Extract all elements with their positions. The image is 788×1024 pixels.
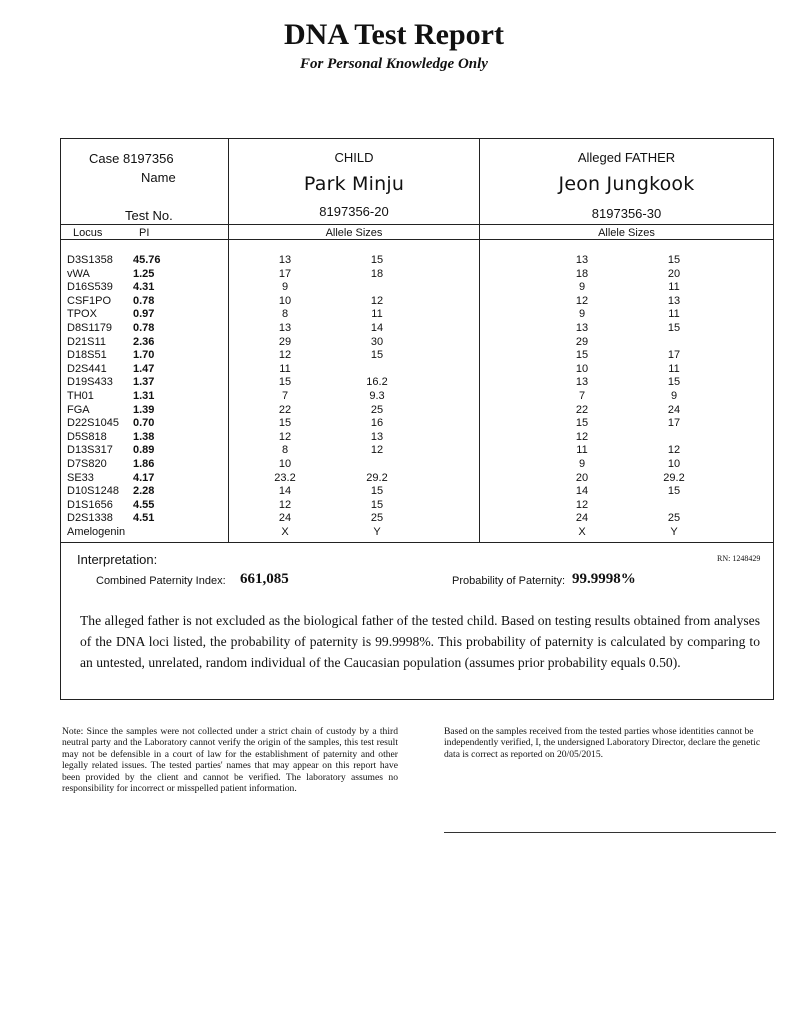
pi-value: 2.36 xyxy=(133,335,155,348)
child-allele-2: 9.3 xyxy=(369,390,385,402)
pi-value: 0.70 xyxy=(133,417,155,430)
locus-name: Amelogenin xyxy=(67,526,126,538)
locus-row xyxy=(61,485,773,498)
pi-value: 0.89 xyxy=(133,444,155,457)
pi-value: 4.31 xyxy=(133,281,155,294)
rule-table-bottom xyxy=(61,542,773,543)
child-allele-1: 23.2 xyxy=(274,471,296,484)
child-allele-1: 8 xyxy=(281,308,289,321)
father-allele-2: 11 xyxy=(668,308,680,321)
father-allele-2: 15 xyxy=(667,485,681,498)
father-allele-1: 14 xyxy=(575,485,589,498)
child-allele-1: 15 xyxy=(278,376,292,389)
father-allele-1: 22 xyxy=(575,403,589,416)
locus-name: CSF1PO xyxy=(67,294,112,307)
father-test-no: 8197356-30 xyxy=(591,206,662,221)
locus-row xyxy=(61,281,773,294)
child-allele-1: 12 xyxy=(278,430,292,443)
locus-row xyxy=(61,512,773,525)
child-test-no: 8197356-20 xyxy=(319,204,389,219)
father-allele-1: 12 xyxy=(575,498,589,511)
father-allele-2: 10 xyxy=(667,458,681,470)
locus-row xyxy=(61,526,773,539)
locus-name: D7S820 xyxy=(67,458,107,470)
father-allele-2: 11 xyxy=(668,362,680,375)
child-allele-2: 12 xyxy=(370,294,384,307)
father-allele-1: 24 xyxy=(575,512,589,525)
locus-name: TH01 xyxy=(67,390,94,402)
cpi-value: 661,085 xyxy=(240,571,289,587)
father-allele-2: 15 xyxy=(667,254,681,266)
locus-name: FGA xyxy=(67,403,90,416)
father-allele-1: 18 xyxy=(575,267,589,280)
child-allele-1: 12 xyxy=(278,498,292,511)
child-allele-1: X xyxy=(281,526,289,538)
probability-label: Probability of Paternity: xyxy=(452,575,566,587)
child-allele-2: 30 xyxy=(370,335,384,348)
father-heading: Alleged FATHER xyxy=(577,150,676,165)
child-allele-1: 11 xyxy=(279,362,291,375)
father-allele-1: 10 xyxy=(575,362,589,375)
child-allele-1: 14 xyxy=(278,485,292,498)
test-no-label: Test No. xyxy=(125,208,173,223)
locus-name: D19S433 xyxy=(67,376,113,389)
child-allele-2: 15 xyxy=(370,254,384,266)
child-allele-2: 14 xyxy=(370,322,384,334)
child-allele-1: 10 xyxy=(278,294,292,307)
locus-name: D18S51 xyxy=(67,349,107,362)
child-allele-2: 15 xyxy=(370,498,384,511)
report-title: DNA Test Report xyxy=(283,18,504,51)
father-name: Jeon Jungkook xyxy=(558,173,695,195)
pi-value: 0.97 xyxy=(133,308,155,321)
director-declaration: Based on the samples received from the tested parties whose identities cannot be independently verified, I, the undersigned Laboratory Director, declare the genetic data is correct as reported on 20/05/2015. xyxy=(444,726,761,760)
father-allele-2: 15 xyxy=(667,322,681,334)
father-allele-1: 29 xyxy=(575,335,589,348)
father-allele-2: 29.2 xyxy=(663,471,685,484)
locus-row xyxy=(61,458,773,471)
pi-value: 1.38 xyxy=(133,430,155,443)
child-allele-2: 29.2 xyxy=(366,471,388,484)
locus-name: D13S317 xyxy=(67,444,113,457)
pi-value: 45.76 xyxy=(133,254,161,266)
father-allele-1: 9 xyxy=(578,458,586,470)
probability-value: 99.9998% xyxy=(572,571,636,587)
locus-row xyxy=(61,444,773,457)
child-allele-2: 18 xyxy=(370,267,384,280)
child-allele-2: 16 xyxy=(370,417,384,430)
name-label: Name xyxy=(141,170,176,185)
child-allele-1: 12 xyxy=(278,349,292,362)
father-allele-1: 9 xyxy=(578,308,586,321)
locus-row xyxy=(61,308,773,321)
father-allele-1: 12 xyxy=(575,294,589,307)
rule-subheader xyxy=(61,239,773,240)
locus-column-header: Locus xyxy=(73,227,103,239)
father-allele-1: 15 xyxy=(575,349,589,362)
father-allele-2: 12 xyxy=(667,444,681,457)
locus-name: D22S1045 xyxy=(67,417,119,430)
pi-value: 2.28 xyxy=(133,485,155,498)
father-allele-1: 13 xyxy=(575,254,589,266)
locus-row xyxy=(61,349,773,362)
child-allele-1: 24 xyxy=(278,512,292,525)
locus-name: D10S1248 xyxy=(67,485,119,498)
child-allele-1: 13 xyxy=(278,254,292,266)
locus-name: D16S539 xyxy=(67,281,113,294)
pi-value: 1.47 xyxy=(133,362,155,375)
locus-row xyxy=(61,336,773,349)
father-allele-2: 9 xyxy=(670,390,678,402)
locus-row xyxy=(61,417,773,430)
locus-row xyxy=(61,472,773,485)
father-allele-1: 11 xyxy=(576,444,588,457)
locus-row xyxy=(61,404,773,417)
father-allele-2: 13 xyxy=(667,294,681,307)
locus-row xyxy=(61,376,773,389)
father-allele-2: Y xyxy=(670,526,678,538)
child-allele-1: 17 xyxy=(278,267,292,280)
locus-name: D8S1179 xyxy=(67,322,113,334)
father-allele-2: 20 xyxy=(667,267,681,280)
father-allele-1: 15 xyxy=(575,417,589,430)
case-number: Case 8197356 xyxy=(89,151,174,166)
locus-name: vWA xyxy=(67,267,90,280)
pi-value: 4.17 xyxy=(133,471,155,484)
pi-value: 1.70 xyxy=(133,349,155,362)
rn-number: RN: 1248429 xyxy=(717,554,761,563)
child-allele-2: Y xyxy=(373,526,381,538)
father-allele-1: 13 xyxy=(575,376,589,389)
father-allele-2: 25 xyxy=(667,512,681,525)
father-allele-1: 9 xyxy=(578,281,586,294)
father-allele-2: 17 xyxy=(667,417,681,430)
father-allele-2: 11 xyxy=(668,281,680,294)
signature-line xyxy=(444,832,776,833)
child-name: Park Minju xyxy=(303,173,405,195)
child-allele-2: 13 xyxy=(370,430,384,443)
cpi-label: Combined Paternity Index: xyxy=(96,575,226,587)
child-allele-1: 13 xyxy=(278,322,292,334)
locus-name: D2S441 xyxy=(67,362,107,375)
child-allele-2: 15 xyxy=(370,485,384,498)
locus-name: TPOX xyxy=(67,308,97,321)
pi-value: 1.39 xyxy=(133,403,155,416)
locus-name: D5S818 xyxy=(67,430,107,443)
father-allele-2: 17 xyxy=(667,349,681,362)
locus-row xyxy=(61,363,773,376)
pi-value: 0.78 xyxy=(133,294,155,307)
pi-value: 4.51 xyxy=(133,512,155,525)
child-allele-1: 15 xyxy=(278,417,292,430)
locus-name: D21S11 xyxy=(67,335,106,348)
child-allele-2: 12 xyxy=(370,444,384,457)
pi-column-header: PI xyxy=(139,227,150,239)
locus-row xyxy=(61,322,773,335)
child-allele-2: 25 xyxy=(370,512,384,525)
child-allele-1: 9 xyxy=(281,281,289,294)
child-allele-2: 16.2 xyxy=(366,376,388,389)
child-allele-1: 29 xyxy=(278,335,292,348)
custody-note: Note: Since the samples were not collected under a strict chain of custody by a third neutral party and the Laboratory cannot verify the origin of the samples, this test result may not be defensible in a court of law for the establishment of paternity and other legally related issues. The tested parties' names that may appear on this report have been provided by the client and cannot be verified. The laboratory assumes no responsibility for incorrect or misspelled patient information. xyxy=(62,726,398,795)
locus-row xyxy=(61,268,773,281)
father-allele-1: 12 xyxy=(575,430,589,443)
father-allele-1: 20 xyxy=(575,471,589,484)
rule-header xyxy=(61,224,773,225)
father-allele-2: 24 xyxy=(667,403,681,416)
locus-name: SE33 xyxy=(67,471,94,484)
pi-value: 1.25 xyxy=(133,267,155,280)
locus-row xyxy=(61,254,773,267)
locus-row xyxy=(61,295,773,308)
interpretation-text: The alleged father is not excluded as the biological father of the tested child. Based on testing results obtained from analyses of the DNA loci listed, the probability of paternity is 99.9998%. This probability of paternity is calculated by comparing to an untested, unrelated, random individual of the Caucasian population (assumes prior probability equals 0.50). xyxy=(80,613,760,670)
father-allele-1: 13 xyxy=(575,322,589,334)
child-allele-1: 10 xyxy=(278,458,292,470)
pi-value: 4.55 xyxy=(133,498,155,511)
pi-value: 0.78 xyxy=(133,322,155,334)
locus-row xyxy=(61,499,773,512)
child-allele-2: 25 xyxy=(370,403,384,416)
child-allele-header: Allele Sizes xyxy=(325,227,383,239)
locus-name: D3S1358 xyxy=(67,254,113,266)
child-heading: CHILD xyxy=(334,150,374,165)
pi-value: 1.86 xyxy=(133,458,155,470)
father-allele-2: 15 xyxy=(667,376,681,389)
pi-value: 1.37 xyxy=(133,376,155,389)
child-allele-1: 22 xyxy=(278,403,292,416)
father-allele-header: Allele Sizes xyxy=(598,227,655,239)
father-allele-1: X xyxy=(578,526,586,538)
locus-row xyxy=(61,390,773,403)
report-subtitle: For Personal Knowledge Only xyxy=(300,56,488,72)
child-allele-2: 11 xyxy=(371,308,383,321)
child-allele-1: 7 xyxy=(281,390,289,402)
father-allele-1: 7 xyxy=(578,390,586,402)
locus-name: D2S1338 xyxy=(67,512,113,525)
interpretation-heading: Interpretation: xyxy=(77,552,158,567)
locus-row xyxy=(61,431,773,444)
child-allele-1: 8 xyxy=(281,444,289,457)
locus-name: D1S1656 xyxy=(67,498,113,511)
pi-value: 1.31 xyxy=(133,390,155,402)
child-allele-2: 15 xyxy=(370,349,384,362)
